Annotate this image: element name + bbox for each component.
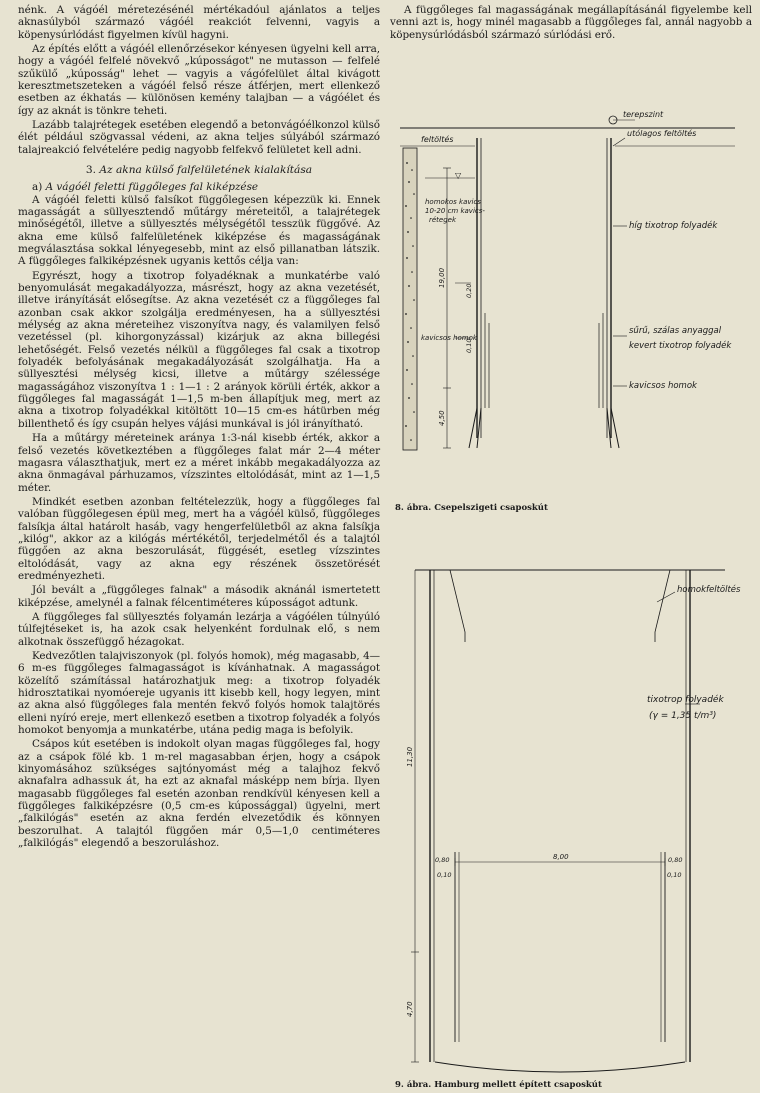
dim-800: 8,00 <box>553 853 569 861</box>
label-retegek: rétegek <box>429 216 457 224</box>
paragraph: A vágóél feletti külső falsíkot függőlegesen képezzük ki. Ennek magasságát a süllyesztendő műtárgy méreteitől, a talajrétegek minőségétől, illetve a süllyesztés mélységétől tesszük függővé. Az akna eme külső falfelületének kiképzése és magasságának megválasztása sokkal lényegesebb, mint az első pillanatban látszik. A függőleges falkiképzésnek ugyanis kettős célja van: <box>18 193 380 268</box>
label-homokos-kavics: homokos kavics <box>425 198 481 206</box>
dim-1130: 11,30 <box>406 746 414 767</box>
label-kavicsos-homok-left: kavicsos homok <box>421 334 477 342</box>
left-column <box>18 4 380 850</box>
label-tixotrop: tixotrop folyadék <box>647 695 724 705</box>
label-utolagos-feltoltes: utólagos feltöltés <box>627 129 697 138</box>
paragraph: Lazább talajrétegek esetében elegendő a betonvágóélkonzol külső élét például szögvassal védeni, az akna teljes súlyából származó talajreakció felvételére pedig nagyobb felfekvő felületet kell adni. <box>18 119 380 156</box>
level-mark: ▽ <box>455 171 462 180</box>
dim-020: 0,20 <box>465 283 473 298</box>
label-feltoltes: feltöltés <box>421 135 454 144</box>
figure-9-drawing <box>395 562 755 1076</box>
label-kevert-tixotrop: kevert tixotrop folyadék <box>629 341 732 351</box>
paragraph: Ha a műtárgy méreteinek aránya 1:3-nál kisebb érték, akkor a felső vezetés következtében a függőleges falat már 2—4 méter magasra választhatjuk, mert ez a méret inkább megakadályozza az akna önmagával párhuzamos, vízszintes eltolódását, mint az 1—1,5 méter. <box>18 432 380 494</box>
dim-080-left: 0,80 <box>435 856 450 864</box>
dim-450: 4,50 <box>438 410 446 426</box>
figure-8-caption: 8. ábra. Csepelszigeti csaposkút <box>395 503 548 513</box>
dim-010-right: 0,10 <box>667 871 682 879</box>
label-kavics-cm: 10-20 cm kavics- <box>425 207 485 215</box>
dim-080-right: 0,80 <box>668 856 683 864</box>
subsection-heading <box>18 181 380 194</box>
section-number: 3. <box>85 164 97 177</box>
dim-010-left: 0,10 <box>437 871 452 879</box>
figure-8-drawing <box>395 108 755 498</box>
section-title: Az akna külső falfelületének kialakítása <box>99 164 313 177</box>
paragraph: Jól bevált a „függőleges falnak" a második aknánál ismertetett kiképzése, amelynél a falnak félcentiméteres kúposságot adtunk. <box>18 584 380 609</box>
figure-9-caption: 9. ábra. Hamburg mellett épített csaposkút <box>395 1080 602 1090</box>
dim-1900: 19,00 <box>438 267 446 288</box>
right-column <box>390 4 752 41</box>
paragraph: Mindkét esetben azonban feltételezzük, hogy a függőleges fal valóban függőlegesen épül meg, mert ha a vágóél külső, függőleges falsíkja által határolt hasáb, vagy hengerfelületből az akna falsíkja „kilóg", akkor az a kilógás mértékétől, terjedelmétől és a talajtól függően az akna beszorulását, függését, esetleg vízszintes eltolódását, vagy az akna egy részének összetörését eredményezheti. <box>18 495 380 582</box>
section-heading <box>18 164 380 177</box>
label-suru-szalas: sűrű, szálas anyaggal <box>629 326 722 336</box>
paragraph: Az építés előtt a vágóél ellenőrzésekor kényesen ügyelni kell arra, hogy a vágóél felfelé növekvő „kúposságot" ne mutasson — felfelé szűkülő „kúposság" lehet — vagyis a vágófelület által kivágott keresztmetszeteken a vágóél felső része átférjen, mert ellenkező esetben az ékhatás — különösen kemény talajban — a vágóélet és így az aknát is tönkre teheti. <box>18 43 380 117</box>
paragraph: A függőleges fal süllyesztés folyamán lezárja a vágóélen túlnyúló túlfejtéseket is, ha azok csak helyenként fordulnak elő, s nem alkotnak összefüggő hézagokat. <box>18 610 380 648</box>
dim-010: 0,10 <box>465 338 473 353</box>
label-hig-tixotrop: híg tixotrop folyadék <box>629 221 718 231</box>
label-density: (γ = 1,35 t/m³) <box>649 711 717 721</box>
label-homokfeltoltes: homokfeltöltés <box>677 585 741 595</box>
dim-470: 4,70 <box>406 1001 414 1017</box>
paragraph: Egyrészt, hogy a tixotrop folyadéknak a munkatérbe való benyomulását megakadályozza, másrészt, hogy az akna vezetését, illetve irányítását elősegítse. Az akna vezetését cz a függőleges fal azonban csak akkor szolgálja eredményesen, ha a süllyesztési mélység az akna méreteihez viszonyítva nagy, és valamilyen felső vezetéssel (pl. kihorgonyzással) kizárjuk az akna billegési lehetőségét. Felső vezetés nélkül a függőleges fal csak a tixotrop folyadék befolyásának megakadályozását szolgálhatja. Ha a süllyesztési mélység kicsi, illetve a műtárgy szélessége magasságához viszonyítva 1 : 1—1 : 2 arányok körüli érték, akkor a függőleges fal magasságát 1—1,5 m-ben állapítjuk meg, mert az akna a tixotrop folyadékkal kitöltött 10—15 cm-es hátürben még billenthető és így csupán helyes vájási munkával is jól irányítható. <box>18 269 380 430</box>
subsection-number: a) <box>32 181 43 194</box>
paragraph: Kedvezőtlen talajviszonyok (pl. folyós homok), még magasabb, 4—6 m-es függőleges falmagasságot is kívánhatnak. A magasságot közelítő számítással határozhatjuk meg: a tixotrop folyadék hidrosztatikai nyomóereje ugyanis itt kisebb kell, hogy legyen, mint az akna alsó függőleges fala mentén fekvő folyós homok talajtörés elleni nyíró ereje, mert ellenkező esetben a tixotrop folyadék a folyós homokot benyomja a munkatérbe, utána pedig maga is befolyik. <box>18 650 380 737</box>
subsection-title: A vágóél feletti függőleges fal kiképzése <box>45 181 259 194</box>
paragraph: nénk. A vágóél méretezésénél mértékadóul ajánlatos a teljes aknasúlyból származó vágóél reakciót felvenni, vagyis a köpenysúrlódást figyelmen kívül hagyni. <box>18 4 380 41</box>
label-kavicsos-homok-right: kavicsos homok <box>629 381 697 391</box>
paragraph: Csápos kút esetében is indokolt olyan magas függőleges fal, hogy az a csápok fölé kb. 1 m-rel magasabban érjen, hogy a csápok kinyomásához szükséges sajtónyomást még a talajhoz fekvő aknafalra adhassuk át, ha ezt az aknafal másképp nem bírja. Ilyen magasabb függőleges fal esetén azonban rendkívül kényesen kell a függőleges falkiképzésre (0,5 cm-es kúpossággal) ügyelni, mert „falkilógás" esetén az akna ferdén elvezetődik és könnyen beszorulhat. A talajtól függően már 0,5—1,0 centiméteres „falkilógás" elegendő a beszoruláshoz. <box>18 738 380 850</box>
label-terepszint: terepszint <box>623 110 664 119</box>
paragraph: A függőleges fal magasságának megállapításánál figyelembe kell venni azt is, hogy minél magasabb a függőleges fal, annál nagyobb a köpenysúrlódásból származó súrlódási erő. <box>390 4 752 41</box>
